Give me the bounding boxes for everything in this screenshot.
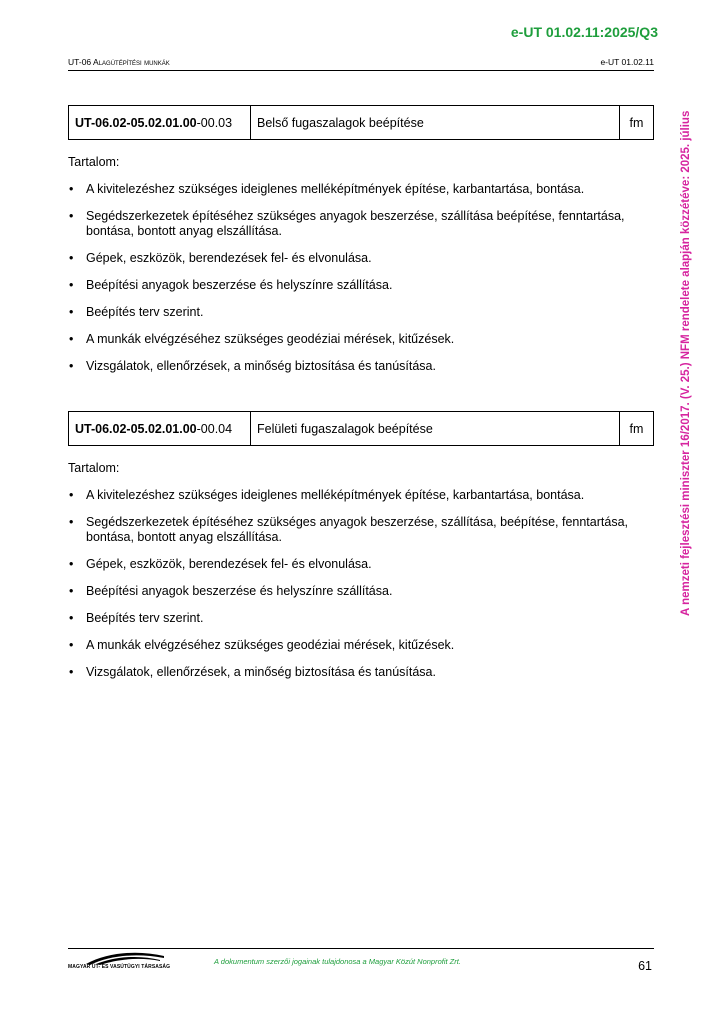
item-code-main: UT-06.02-05.02.01.00 xyxy=(75,421,197,436)
list-item: • Vizsgálatok, ellenőrzések, a minőség biztosítása és tanúsítása. xyxy=(68,359,648,374)
list-item: • Beépítési anyagok beszerzése és helyszínre szállítása. xyxy=(68,584,648,599)
list-item: • Gépek, eszközök, berendezések fel- és elvonulása. xyxy=(68,557,648,572)
item-code xyxy=(69,106,251,140)
list-item: • A munkák elvégzéséhez szükséges geodéziai mérések, kitűzések. xyxy=(68,332,648,347)
logo-text: MAGYAR ÚT- ÉS VASÚTÜGYI TÁRSASÁG xyxy=(68,964,171,970)
item-table-2 xyxy=(68,411,654,446)
item-table-1 xyxy=(68,105,654,140)
item-code xyxy=(69,412,251,446)
list-item: • Segédszerkezetek építéséhez szükséges anyagok beszerzése, szállítása beépítése, fenntartása, bontása, bontott anyag elszállítása. xyxy=(68,209,648,239)
footer-logo xyxy=(68,950,171,972)
chapter-title: UT-06 Alagútépítési munkák xyxy=(68,57,170,67)
publication-note: A nemzeti fejlesztési miniszter 16/2017. (V. 25.) NFM rendelete alapján közzétéve: 2025. július xyxy=(680,110,692,617)
item-unit: fm xyxy=(620,412,654,446)
document-reference: e-UT 01.02.11 xyxy=(600,57,654,67)
item-2-bullet-list xyxy=(68,488,648,692)
item-title: Belső fugaszalagok beépítése xyxy=(251,106,620,140)
item-unit: fm xyxy=(620,106,654,140)
contents-label: Tartalom: xyxy=(68,155,120,169)
list-item: • Beépítés terv szerint. xyxy=(68,305,648,320)
list-item: • A munkák elvégzéséhez szükséges geodéziai mérések, kitűzések. xyxy=(68,638,648,653)
contents-label: Tartalom: xyxy=(68,461,120,475)
item-code-main: UT-06.02-05.02.01.00 xyxy=(75,115,197,130)
list-item: • Beépítés terv szerint. xyxy=(68,611,648,626)
item-code-suffix: -00.03 xyxy=(196,115,233,130)
list-item: • A kivitelezéshez szükséges ideiglenes melléképítmények építése, karbantartása, bontása. xyxy=(68,182,648,197)
list-item: • Vizsgálatok, ellenőrzések, a minőség biztosítása és tanúsítása. xyxy=(68,665,648,680)
document-code: e-UT 01.02.11:2025/Q3 xyxy=(510,24,658,40)
list-item: • Beépítési anyagok beszerzése és helyszínre szállítása. xyxy=(68,278,648,293)
running-header xyxy=(68,57,654,71)
footer-divider xyxy=(68,948,654,949)
list-item: • A kivitelezéshez szükséges ideiglenes melléképítmények építése, karbantartása, bontása. xyxy=(68,488,648,503)
item-code-suffix: -00.04 xyxy=(196,421,233,436)
page-number: 61 xyxy=(638,959,652,973)
list-item: • Gépek, eszközök, berendezések fel- és elvonulása. xyxy=(68,251,648,266)
copyright-notice: A dokumentum szerzői jogainak tulajdonosa a Magyar Közút Nonprofit Zrt. xyxy=(214,957,461,966)
item-1-bullet-list xyxy=(68,182,648,386)
list-item: • Segédszerkezetek építéséhez szükséges anyagok beszerzése, szállítása, beépítése, fenntartása, bontása, bontott anyag elszállítása. xyxy=(68,515,648,545)
item-title: Felületi fugaszalagok beépítése xyxy=(251,412,620,446)
